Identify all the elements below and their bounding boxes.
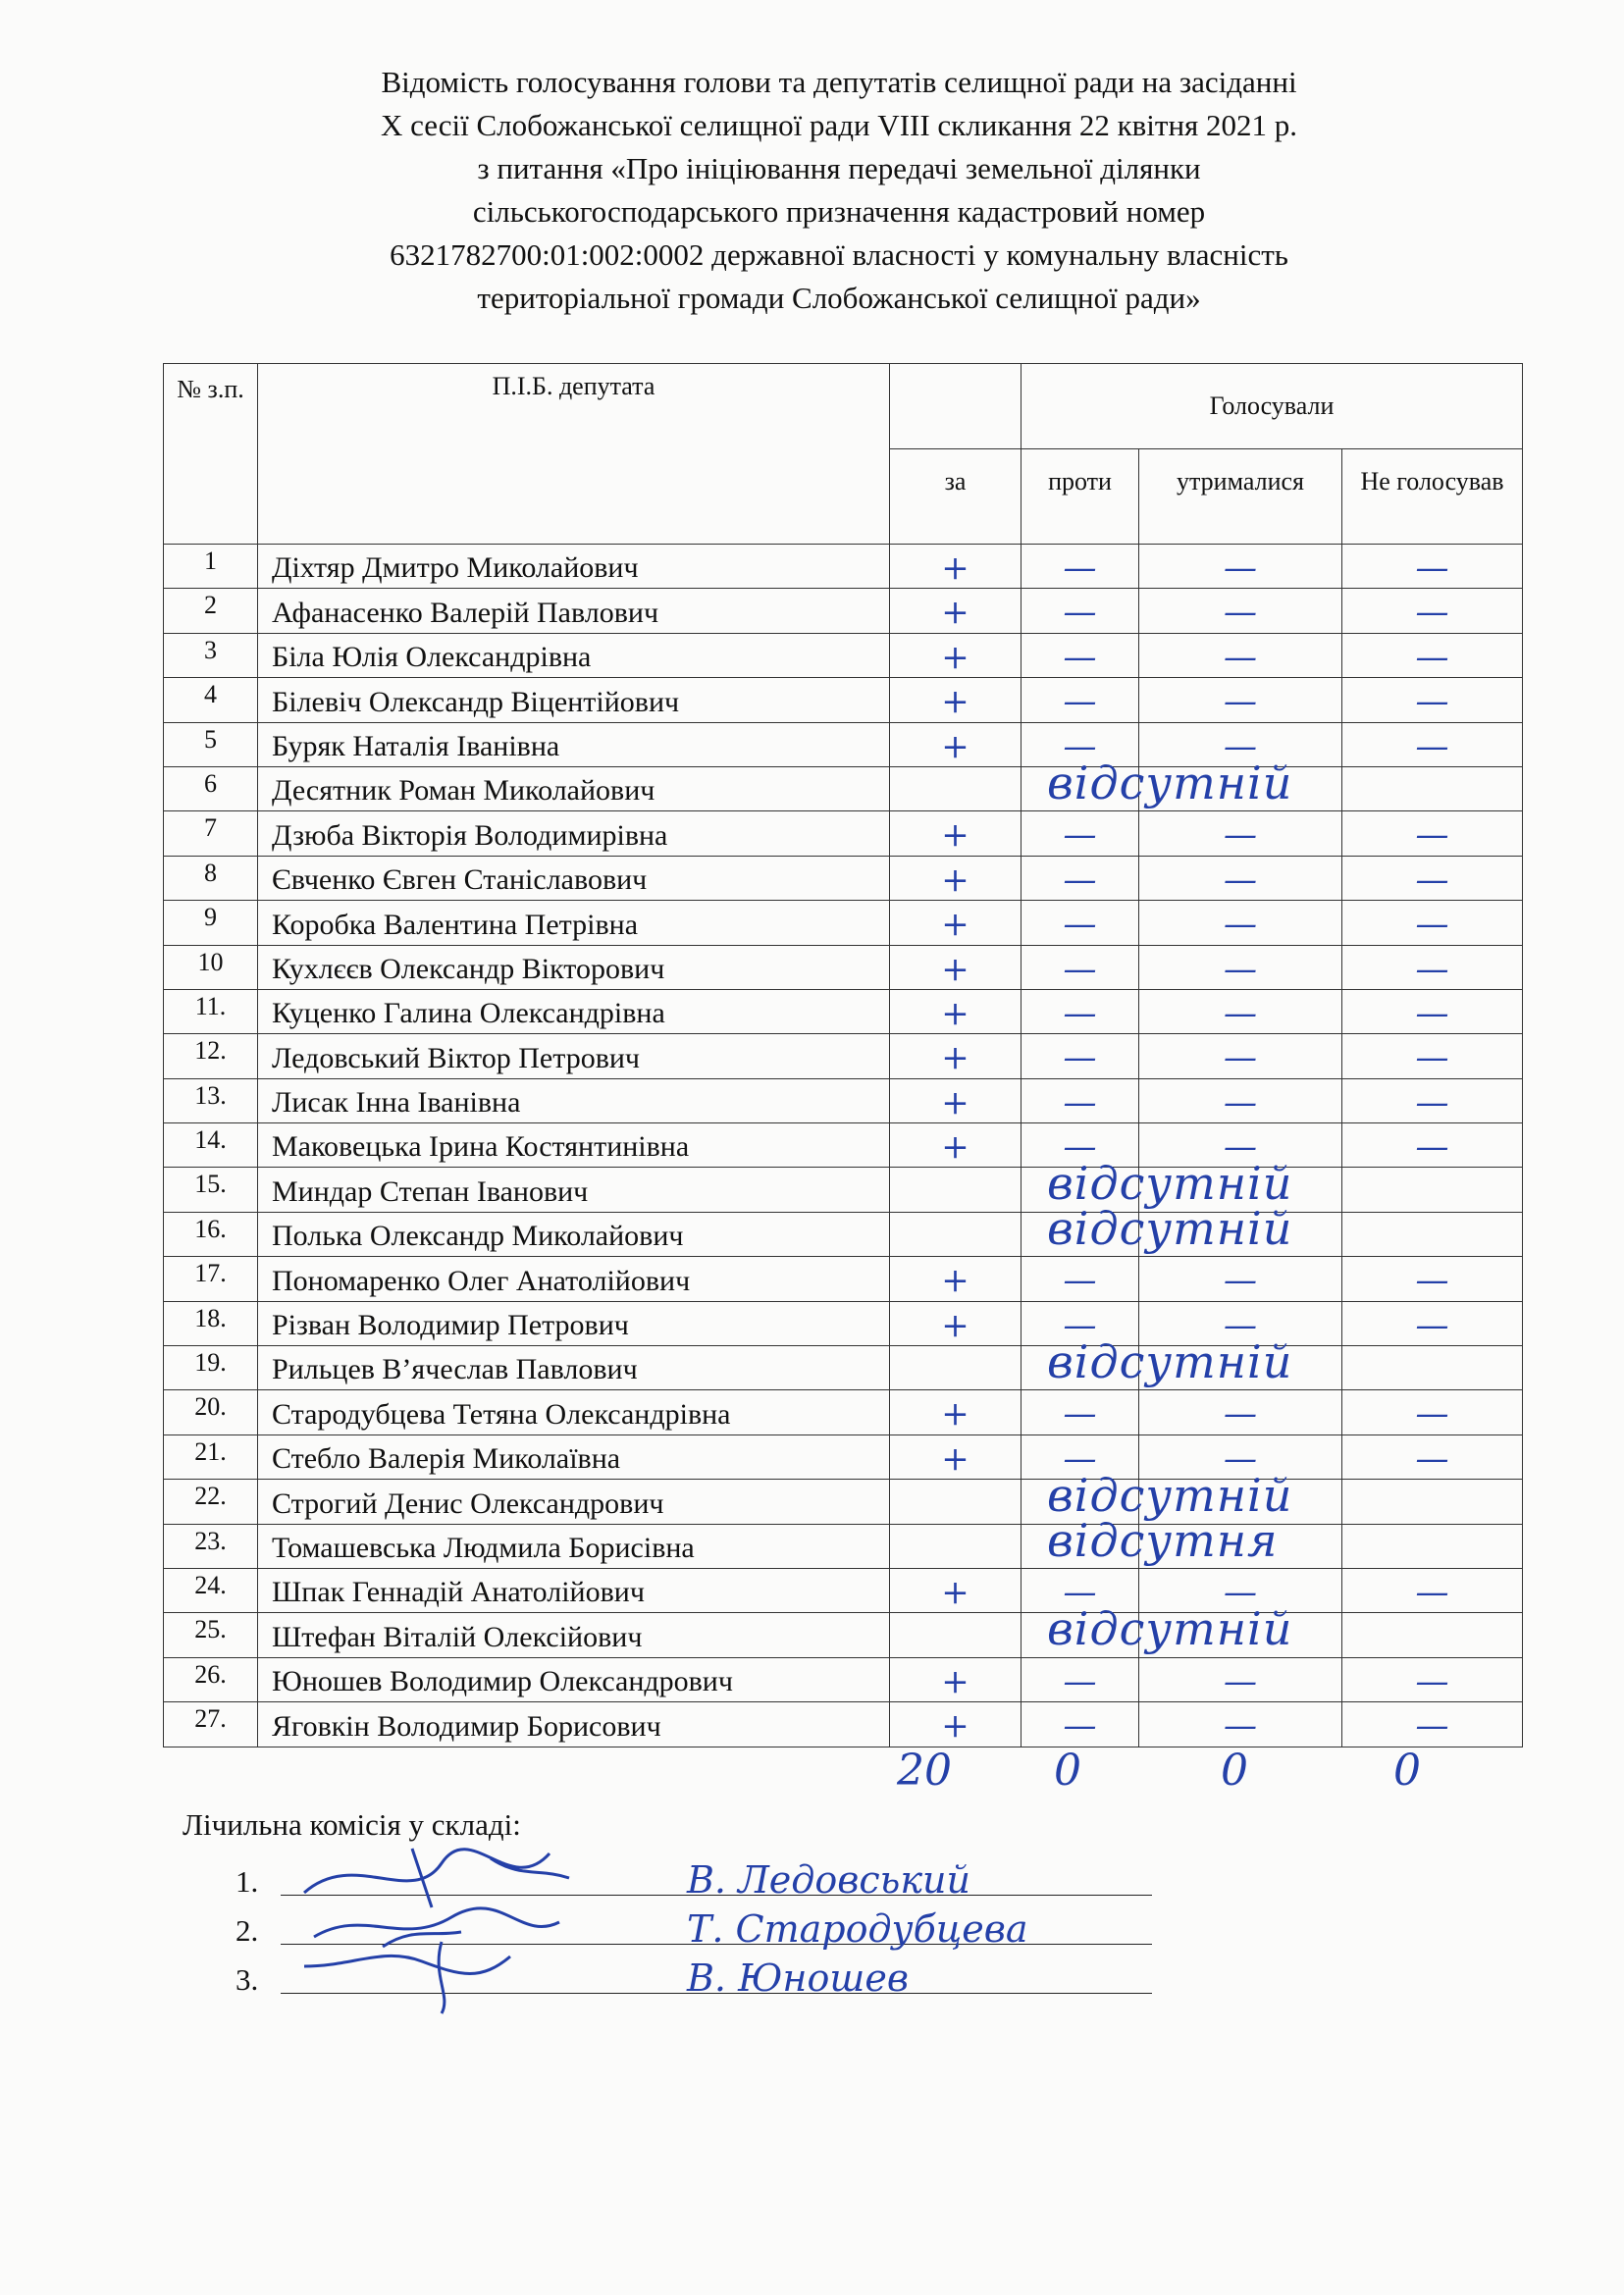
dash-mark: — — [1224, 815, 1257, 856]
vote-abstained — [1139, 545, 1342, 589]
vote-for — [890, 678, 1022, 722]
dash-mark: — — [1063, 726, 1097, 766]
total-not-voted: 0 — [1393, 1746, 1421, 1796]
dash-mark: — — [1224, 1038, 1257, 1078]
dash-mark: — — [1063, 815, 1097, 856]
table-row — [164, 678, 1523, 722]
row-number: 16. — [164, 1212, 258, 1256]
row-number: 5 — [164, 722, 258, 766]
vote-against — [1022, 545, 1139, 589]
vote-not-voted — [1342, 1346, 1523, 1390]
dash-mark: — — [1063, 1127, 1097, 1168]
dash-mark: — — [1224, 682, 1257, 722]
absent-note: відсутній — [1047, 1157, 1293, 1211]
heading-line: Х сесії Слобожанської селищної ради VIII скликання 22 квітня 2021 р. — [380, 108, 1298, 142]
dash-mark: — — [1415, 815, 1449, 856]
table-row — [164, 1123, 1523, 1168]
vote-not-voted — [1342, 1034, 1523, 1078]
dash-mark: — — [1224, 1082, 1257, 1122]
row-number: 17. — [164, 1257, 258, 1301]
deputy-name: Десятник Роман Миколайович — [258, 766, 890, 810]
dash-mark: — — [1415, 905, 1449, 945]
row-number: 21. — [164, 1434, 258, 1479]
table-row — [164, 989, 1523, 1033]
absent-note: відсутній — [1047, 1602, 1293, 1656]
row-number: 27. — [164, 1702, 258, 1747]
heading-line: Відомість голосування голови та депутатів селищної ради на засіданні — [381, 65, 1297, 99]
vote-not-voted — [1342, 1212, 1523, 1256]
vote-against — [1022, 901, 1139, 945]
vote-for — [890, 1702, 1022, 1747]
plus-mark: + — [941, 1082, 969, 1122]
table-row — [164, 1257, 1523, 1301]
vote-for — [890, 1301, 1022, 1345]
vote-not-voted — [1342, 1434, 1523, 1479]
vote-not-voted — [1342, 722, 1523, 766]
vote-for — [890, 901, 1022, 945]
table-row — [164, 1078, 1523, 1122]
dash-mark: — — [1224, 1572, 1257, 1612]
deputy-name: Томашевська Людмила Борисівна — [258, 1524, 890, 1568]
dash-mark: — — [1063, 1261, 1097, 1301]
dash-mark: — — [1224, 1261, 1257, 1301]
header-against: проти — [1022, 449, 1139, 545]
dash-mark: — — [1063, 548, 1097, 588]
row-number: 11. — [164, 989, 258, 1033]
plus-mark: + — [941, 815, 969, 856]
dash-mark: — — [1224, 726, 1257, 766]
vote-abstained — [1139, 589, 1342, 633]
deputy-name: Строгий Денис Олександрович — [258, 1480, 890, 1524]
table-row — [164, 633, 1523, 677]
vote-for — [890, 1469, 1293, 1524]
vote-not-voted — [1342, 1390, 1523, 1434]
vote-not-voted — [1342, 1524, 1523, 1568]
row-number: 18. — [164, 1301, 258, 1345]
dash-mark: — — [1063, 860, 1097, 900]
header-number: № з.п. — [164, 364, 258, 545]
vote-not-voted — [1342, 1657, 1523, 1701]
dash-mark: — — [1063, 1661, 1097, 1701]
plus-mark: + — [941, 949, 969, 989]
vote-against — [1022, 766, 1139, 810]
deputy-name: Пономаренко Олег Анатолійович — [258, 1257, 890, 1301]
dash-mark: — — [1063, 1438, 1097, 1479]
vote-not-voted — [1342, 901, 1523, 945]
table-row — [164, 811, 1523, 856]
dash-mark: — — [1063, 593, 1097, 633]
table-row — [164, 945, 1523, 989]
deputy-name: Лисак Інна Іванівна — [258, 1078, 890, 1122]
dash-mark: — — [1415, 1572, 1449, 1612]
dash-mark: — — [1415, 1038, 1449, 1078]
row-number: 6 — [164, 766, 258, 810]
vote-against — [1022, 633, 1139, 677]
plus-mark: + — [941, 1261, 969, 1301]
vote-for — [890, 633, 1022, 677]
vote-against — [1022, 589, 1139, 633]
dash-mark: — — [1063, 637, 1097, 677]
table-row — [164, 589, 1523, 633]
table-row — [164, 1480, 1523, 1524]
member-written-name: В. Юношев — [687, 1956, 909, 2000]
absent-note: відсутній — [1047, 1335, 1293, 1389]
dash-mark: — — [1415, 1661, 1449, 1701]
heading-line: з питання «Про ініціювання передачі земельної ділянки — [477, 151, 1201, 185]
vote-abstained — [1139, 1078, 1342, 1122]
vote-for — [890, 1602, 1293, 1657]
plus-mark: + — [941, 860, 969, 900]
row-number: 9 — [164, 901, 258, 945]
vote-for — [890, 756, 1293, 810]
vote-abstained — [1139, 678, 1342, 722]
vote-not-voted — [1342, 1480, 1523, 1524]
vote-for — [890, 1123, 1022, 1168]
table-row — [164, 1657, 1523, 1701]
vote-for — [890, 1657, 1022, 1701]
deputy-name: Коробка Валентина Петрівна — [258, 901, 890, 945]
row-number: 24. — [164, 1568, 258, 1612]
dash-mark: — — [1415, 949, 1449, 989]
table-row — [164, 1301, 1523, 1345]
vote-for — [890, 989, 1022, 1033]
dash-mark: — — [1063, 905, 1097, 945]
member-number: 1. — [236, 1864, 259, 1899]
dash-mark: — — [1415, 1438, 1449, 1479]
dash-mark: — — [1224, 1706, 1257, 1747]
row-number: 7 — [164, 811, 258, 856]
vote-not-voted — [1342, 633, 1523, 677]
commission-member — [236, 1956, 1178, 2004]
vote-against — [1022, 989, 1139, 1033]
absent-note: відсутній — [1047, 1469, 1293, 1523]
total-abstained: 0 — [1221, 1746, 1248, 1796]
vote-against — [1022, 1657, 1139, 1701]
vote-for — [890, 1078, 1022, 1122]
row-number: 14. — [164, 1123, 258, 1168]
dash-mark: — — [1415, 1305, 1449, 1345]
dash-mark: — — [1415, 1127, 1449, 1168]
vote-abstained — [1139, 1702, 1342, 1747]
dash-mark: — — [1224, 905, 1257, 945]
deputy-name: Буряк Наталія Іванівна — [258, 722, 890, 766]
table-row — [164, 1034, 1523, 1078]
table-row — [164, 1346, 1523, 1390]
vote-abstained — [1139, 1034, 1342, 1078]
total-against: 0 — [1054, 1746, 1081, 1796]
dash-mark: — — [1415, 993, 1449, 1033]
vote-not-voted — [1342, 856, 1523, 900]
plus-mark: + — [941, 1394, 969, 1434]
member-written-name: Т. Стародубцева — [687, 1907, 1028, 1951]
header-for: за — [890, 449, 1022, 545]
row-number: 3 — [164, 633, 258, 677]
plus-mark: + — [941, 993, 969, 1033]
vote-for — [890, 856, 1022, 900]
absent-note: відсутня — [1047, 1513, 1279, 1567]
dash-mark: — — [1415, 548, 1449, 588]
dash-mark: — — [1224, 1127, 1257, 1168]
row-number: 23. — [164, 1524, 258, 1568]
dash-mark: — — [1415, 637, 1449, 677]
table-row — [164, 722, 1523, 766]
plus-mark: + — [941, 905, 969, 945]
vote-abstained — [1139, 901, 1342, 945]
plus-mark: + — [941, 726, 969, 766]
dash-mark: — — [1224, 860, 1257, 900]
vote-for — [890, 1390, 1022, 1434]
dash-mark: — — [1415, 593, 1449, 633]
plus-mark: + — [941, 1661, 969, 1701]
dash-mark: — — [1063, 949, 1097, 989]
vote-against — [1022, 678, 1139, 722]
dash-mark: — — [1063, 1394, 1097, 1434]
vote-against — [1022, 1346, 1139, 1390]
vote-not-voted — [1342, 1702, 1523, 1747]
vote-against — [1022, 1034, 1139, 1078]
deputy-name: Юношев Володимир Олександрович — [258, 1657, 890, 1701]
vote-abstained — [1139, 1524, 1342, 1568]
vote-not-voted — [1342, 545, 1523, 589]
vote-not-voted — [1342, 1301, 1523, 1345]
absent-note: відсутній — [1047, 756, 1293, 809]
vote-for — [890, 945, 1022, 989]
dash-mark: — — [1063, 1082, 1097, 1122]
plus-mark: + — [941, 593, 969, 633]
vote-not-voted — [1342, 678, 1523, 722]
dash-mark: — — [1063, 993, 1097, 1033]
heading-line: 6321782700:01:002:0002 державної власності у комунальну власність — [390, 237, 1288, 272]
deputy-name: Біла Юлія Олександрівна — [258, 633, 890, 677]
header-empty — [890, 364, 1022, 449]
vote-against — [1022, 1613, 1139, 1657]
dash-mark: — — [1063, 1038, 1097, 1078]
vote-against — [1022, 1702, 1139, 1747]
vote-for — [890, 1034, 1022, 1078]
vote-for — [890, 545, 1022, 589]
table-row — [164, 1702, 1523, 1747]
vote-for — [890, 1257, 1022, 1301]
dash-mark: — — [1415, 1706, 1449, 1747]
row-number: 26. — [164, 1657, 258, 1701]
table-row — [164, 1390, 1523, 1434]
vote-abstained — [1139, 766, 1342, 810]
table-row — [164, 1524, 1523, 1568]
table-row — [164, 1568, 1523, 1612]
plus-mark: + — [941, 1706, 969, 1747]
dash-mark: — — [1224, 993, 1257, 1033]
vote-for — [890, 589, 1022, 633]
table-row — [164, 1212, 1523, 1256]
deputy-name: Кухлєєв Олександр Вікторович — [258, 945, 890, 989]
vote-abstained — [1139, 1257, 1342, 1301]
commission-title: Лічильна комісія у складі: — [183, 1807, 521, 1842]
row-number: 22. — [164, 1480, 258, 1524]
deputy-name: Стародубцева Тетяна Олександрівна — [258, 1390, 890, 1434]
table-row — [164, 545, 1523, 589]
absent-note: відсутній — [1047, 1201, 1293, 1255]
vote-not-voted — [1342, 989, 1523, 1033]
vote-against — [1022, 1078, 1139, 1122]
vote-against — [1022, 945, 1139, 989]
table-row — [164, 1434, 1523, 1479]
deputy-name: Полька Олександр Миколайович — [258, 1212, 890, 1256]
header-voted: Голосували — [1022, 364, 1523, 449]
deputy-name: Ледовський Віктор Петрович — [258, 1034, 890, 1078]
deputy-name: Стебло Валерія Миколаївна — [258, 1434, 890, 1479]
vote-not-voted — [1342, 1078, 1523, 1122]
vote-for — [890, 1434, 1022, 1479]
heading-line: територіальної громади Слобожанської селищної ради» — [477, 281, 1201, 315]
vote-against — [1022, 856, 1139, 900]
header-name: П.І.Б. депутата — [258, 364, 890, 545]
vote-not-voted — [1342, 1568, 1523, 1612]
deputy-name: Шпак Геннадій Анатолійович — [258, 1568, 890, 1612]
deputy-name: Куценко Галина Олександрівна — [258, 989, 890, 1033]
row-number: 4 — [164, 678, 258, 722]
deputy-name: Маковецька Ірина Костянтинівна — [258, 1123, 890, 1168]
dash-mark: — — [1415, 682, 1449, 722]
dash-mark: — — [1063, 1572, 1097, 1612]
row-number: 8 — [164, 856, 258, 900]
vote-for — [890, 722, 1022, 766]
dash-mark: — — [1063, 682, 1097, 722]
table-body — [164, 545, 1523, 1747]
row-number: 25. — [164, 1613, 258, 1657]
document-heading — [226, 61, 1452, 320]
row-number: 19. — [164, 1346, 258, 1390]
deputy-name: Євченко Євген Станіславович — [258, 856, 890, 900]
member-number: 2. — [236, 1913, 259, 1948]
vote-abstained — [1139, 856, 1342, 900]
plus-mark: + — [941, 637, 969, 677]
row-number: 20. — [164, 1390, 258, 1434]
dash-mark: — — [1063, 1706, 1097, 1747]
vote-not-voted — [1342, 589, 1523, 633]
vote-against — [1022, 1390, 1139, 1434]
vote-not-voted — [1342, 1123, 1523, 1168]
table-row — [164, 856, 1523, 900]
vote-not-voted — [1342, 945, 1523, 989]
vote-not-voted — [1342, 1168, 1523, 1212]
vote-abstained — [1139, 633, 1342, 677]
plus-mark: + — [941, 1127, 969, 1168]
deputy-name: Білевіч Олександр Віцентійович — [258, 678, 890, 722]
deputy-name: Різван Володимир Петрович — [258, 1301, 890, 1345]
row-number: 15. — [164, 1168, 258, 1212]
dash-mark: — — [1224, 1305, 1257, 1345]
dash-mark: — — [1224, 593, 1257, 633]
row-number: 2 — [164, 589, 258, 633]
dash-mark: — — [1224, 949, 1257, 989]
deputy-name: Афанасенко Валерій Павлович — [258, 589, 890, 633]
dash-mark: — — [1415, 860, 1449, 900]
vote-for — [890, 811, 1022, 856]
vote-against — [1022, 1257, 1139, 1301]
deputy-name: Яговкін Володимир Борисович — [258, 1702, 890, 1747]
vote-against — [1022, 1524, 1139, 1568]
member-number: 3. — [236, 1962, 259, 1997]
handwritten-signature-icon — [294, 1937, 589, 2015]
dash-mark: — — [1224, 548, 1257, 588]
dash-mark: — — [1415, 1394, 1449, 1434]
deputy-name: Дзюба Вікторія Володимирівна — [258, 811, 890, 856]
vote-abstained — [1139, 1390, 1342, 1434]
row-number: 10 — [164, 945, 258, 989]
plus-mark: + — [941, 1038, 969, 1078]
vote-not-voted — [1342, 766, 1523, 810]
plus-mark: + — [941, 682, 969, 722]
table-row — [164, 1613, 1523, 1657]
deputy-name: Діхтяр Дмитро Миколайович — [258, 545, 890, 589]
vote-abstained — [1139, 811, 1342, 856]
vote-abstained — [1139, 945, 1342, 989]
deputy-name: Миндар Степан Іванович — [258, 1168, 890, 1212]
vote-for — [890, 1513, 1279, 1568]
vote-abstained — [1139, 1657, 1342, 1701]
dash-mark: — — [1063, 1305, 1097, 1345]
heading-line: сільськогосподарського призначення кадастровий номер — [472, 194, 1206, 229]
plus-mark: + — [941, 548, 969, 588]
dash-mark: — — [1224, 637, 1257, 677]
vote-for — [890, 1568, 1022, 1612]
vote-for — [890, 1157, 1293, 1212]
plus-mark: + — [941, 1438, 969, 1479]
vote-abstained — [1139, 1613, 1342, 1657]
total-for: 20 — [897, 1746, 952, 1796]
table-row — [164, 901, 1523, 945]
vote-not-voted — [1342, 1257, 1523, 1301]
dash-mark: — — [1224, 1661, 1257, 1701]
header-not-voted: Не голосував — [1342, 449, 1523, 545]
row-number: 13. — [164, 1078, 258, 1122]
dash-mark: — — [1415, 726, 1449, 766]
vote-not-voted — [1342, 1613, 1523, 1657]
dash-mark: — — [1224, 1438, 1257, 1479]
voting-table — [163, 363, 1523, 1747]
dash-mark: — — [1415, 1082, 1449, 1122]
deputy-name: Штефан Віталій Олексійович — [258, 1613, 890, 1657]
dash-mark: — — [1224, 1394, 1257, 1434]
row-number: 12. — [164, 1034, 258, 1078]
vote-for — [890, 1335, 1293, 1390]
dash-mark: — — [1415, 1261, 1449, 1301]
deputy-name: Рильцев В’ячеслав Павлович — [258, 1346, 890, 1390]
header-abstained: утрималися — [1139, 449, 1342, 545]
row-number: 1 — [164, 545, 258, 589]
vote-abstained — [1139, 989, 1342, 1033]
vote-abstained — [1139, 1346, 1342, 1390]
vote-abstained — [1139, 1212, 1342, 1256]
table-row — [164, 1168, 1523, 1212]
table-row — [164, 766, 1523, 810]
vote-against — [1022, 811, 1139, 856]
plus-mark: + — [941, 1572, 969, 1612]
vote-against — [1022, 1212, 1139, 1256]
plus-mark: + — [941, 1305, 969, 1345]
member-written-name: В. Ледовський — [687, 1858, 970, 1902]
vote-for — [890, 1201, 1293, 1256]
vote-not-voted — [1342, 811, 1523, 856]
